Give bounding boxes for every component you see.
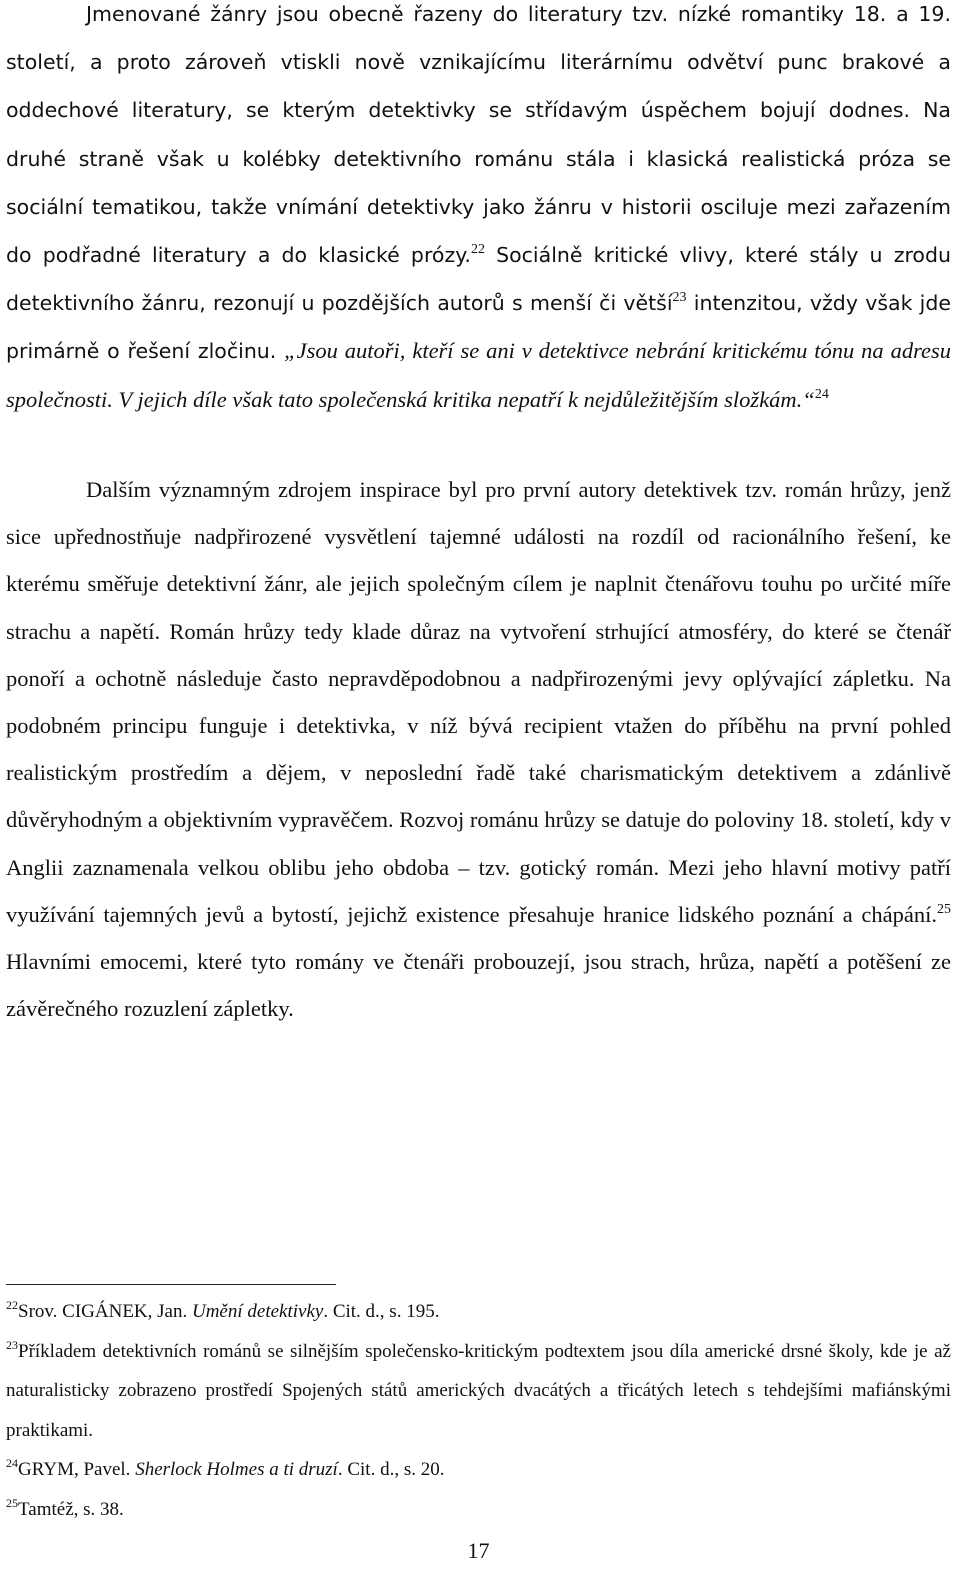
paragraph-2-text-2: Hlavními emocemi, které tyto romány ve čtenáři probouzejí, jsou strach, hrůza, napětí a potěšení ze závěrečného rozuzlení zápletky.: [6, 949, 951, 1022]
paragraph-2: [6, 466, 951, 1032]
footnote-number: 22: [6, 1298, 18, 1312]
footnote-25: [6, 1490, 951, 1530]
paragraph-1-text-3: intenzitou, vždy však jde primárně o řešení zločinu.: [6, 291, 952, 364]
footnote-ref-23: 23: [672, 290, 687, 306]
footnote-text: GRYM, Pavel.: [18, 1459, 136, 1480]
quotation: „Jsou autoři, kteří se ani v detektivce nebrání kritickému tónu na adresu společnosti. V jejich díle však tato společenská kritika nepatří k nejdůležitějším složkám.“: [6, 338, 951, 412]
footnote-title: Umění detektivky: [191, 1301, 324, 1322]
footnote-24: [6, 1450, 951, 1490]
footnote-text: Srov. CIGÁNEK, Jan.: [18, 1301, 192, 1322]
footnote-ref-22: 22: [470, 242, 485, 258]
footnotes: [6, 1292, 951, 1529]
footnote-text: . Cit. d., s. 20.: [337, 1459, 445, 1480]
footnote-title: Sherlock Holmes a ti druzí: [135, 1459, 338, 1480]
page-number: 17: [467, 1538, 490, 1563]
footnote-23: [6, 1332, 951, 1451]
footnote-ref-25: 25: [937, 901, 951, 917]
footnote-number: 24: [6, 1456, 18, 1470]
footnote-number: 23: [6, 1337, 18, 1352]
footnote-text: . Cit. d., s. 195.: [323, 1301, 440, 1322]
footnote-text: Příkladem detektivních románů se silnějším společensko-kritickým podtextem jsou díla americké drsné školy, kde je až naturalisticky zobrazeno prostředí Spojených států amerických dvacátých a třicátých letech s tehdejšími mafiánskými praktikami.: [6, 1340, 951, 1441]
footnote-number: 25: [6, 1495, 18, 1510]
footnote-separator: [6, 1284, 336, 1285]
footnote-text: Tamtéž, s. 38.: [18, 1498, 124, 1520]
footnote-ref-24: 24: [814, 386, 829, 402]
paragraph-2-text: Dalším významným zdrojem inspirace byl pro první autory detektivek tzv. román hrůzy, jenž sice upřednostňuje nadpřirozené vysvětlení tajemné události na rozdíl od racionálního řešení, ke kterému směřuje detektivní žánr, ale jejich společným cílem je naplnit čtenářovu touhu po určité míře strachu a napětí. Román hrůzy tedy klade důraz na vytvoření strhující atmosféry, do které se čtenář ponoří a ochotně následuje často nepravděpodobnou a nadpřirozenými jevy oplývající zápletku. Na podobném principu funguje i detektivka, v níž bývá recipient vtažen do příběhu na první pohled realistickým prostředím a dějem, v neposlední řadě také charismatickým detektivem a zdánlivě důvěryhodným a objektivním vypravěčem. Rozvoj románu hrůzy se datuje do poloviny 18. století, kdy v Anglii zaznamenala velkou oblibu jeho obdoba – tzv. gotický román. Mezi jeho hlavní motivy patří využívání tajemných jevů a bytostí, jejichž existence přesahuje hranice lidského poznání a chápání.: [6, 477, 951, 927]
paragraph-1: [6, 0, 951, 423]
footnote-22: [6, 1292, 951, 1332]
paragraph-1-text-2: Sociálně kritické vlivy, které stály u zrodu detektivního žánru, rezonují u pozdějších autorů s menší či větší: [6, 243, 951, 316]
paragraph-1-text: Jmenované žánry jsou obecně řazeny do literatury tzv. nízké romantiky 18. a 19. století, a proto zároveň vtiskli nově vznikajícímu literárnímu odvětví punc brakové a oddechové literatury, se kterým detektivky se střídavým úspěchem bojují dodnes. Na druhé straně však u kolébky detektivního románu stála i klasická realistická próza se sociální tematikou, takže vnímání detektivky jako žánru v historii osciluje mezi zařazením do podřadné literatury a do klasické prózy.: [6, 2, 951, 268]
